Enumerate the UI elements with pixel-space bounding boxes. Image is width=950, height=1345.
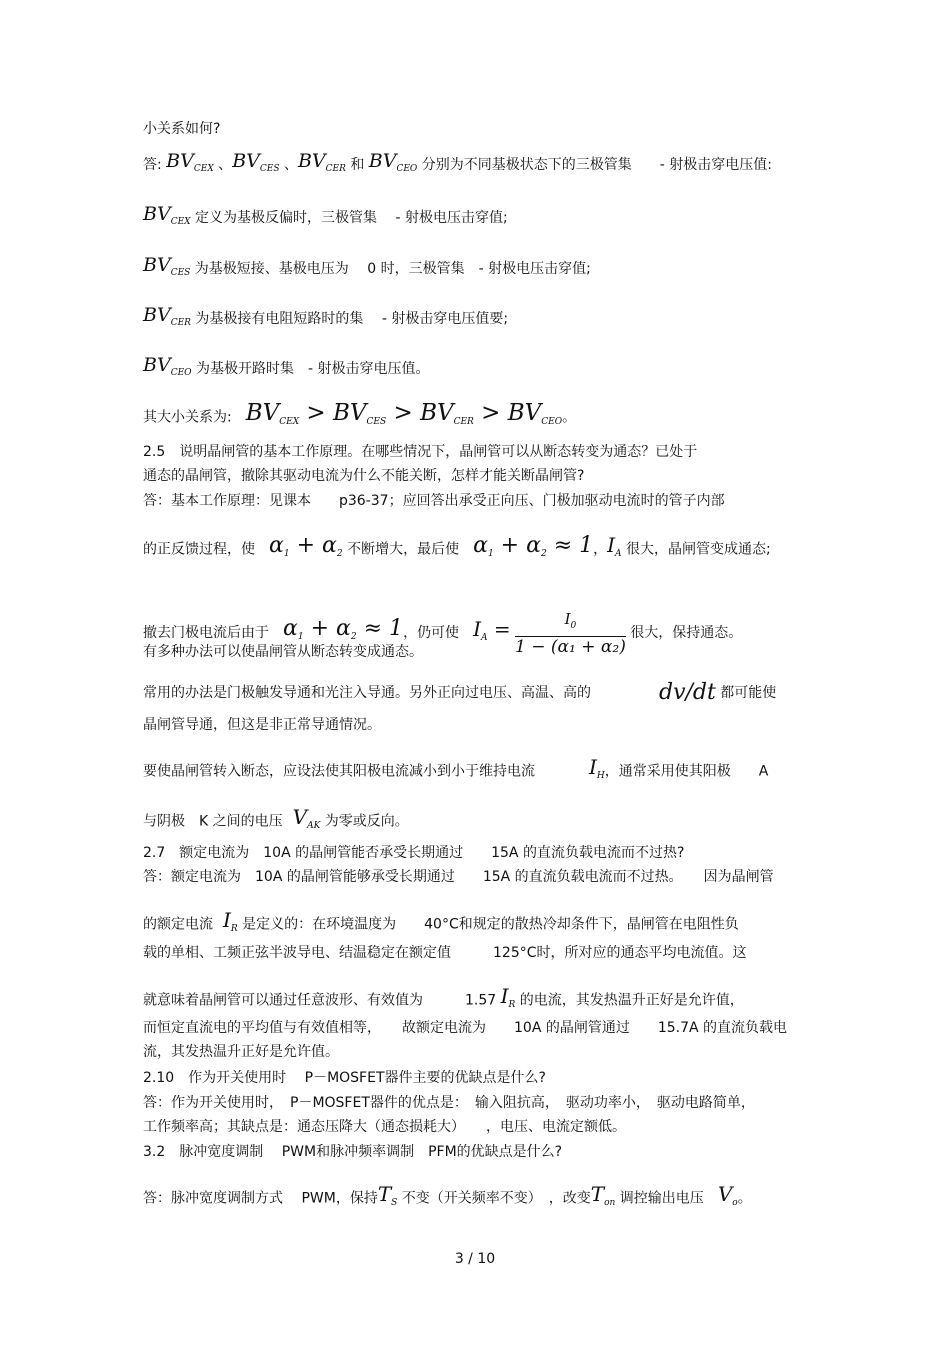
formula-bv-cex: $BV_{CEX}$ — [166, 150, 214, 174]
text: 为基极短接、基极电压为 0 时，三极管集 - 射极电压击穿值; — [190, 261, 591, 277]
text-line: 流，其发热温升正好是允许值。 — [143, 1044, 339, 1060]
answer-bv-intro — [143, 152, 772, 178]
text: 为基极开路时集 - 射极击穿电压值。 — [191, 361, 430, 377]
formula-alpha-sum-approx-one: $\alpha_1 + \alpha_2 \approx 1$ — [473, 532, 594, 559]
formula-alpha-sum-approx-one: $\alpha_1 + \alpha_2 \approx 1$ — [283, 616, 404, 642]
text: 、 — [279, 157, 298, 173]
definition-bv-cex — [143, 205, 508, 231]
formula-dvdt: dv/dt — [659, 680, 716, 705]
answer-2-7: 答：额定电流为 10A 的晶闸管能够承受长期通过 15A 的直流负载电流而不过热。 因为晶闸管 — [143, 869, 774, 885]
formula-ir: $I_R$ — [223, 908, 238, 934]
text: 小关系如何? — [143, 121, 221, 137]
formula-bv-ces: $BV_{CES}$ — [232, 150, 280, 174]
text: 的电流，其发热温升正好是允许值， — [515, 992, 744, 1009]
formula-ia-fraction: $\frac{I_0}{\text{1 − (α₁ + α₂)}}$ — [515, 610, 626, 657]
formula-bv-cer: $BV_{CER}$ — [297, 150, 346, 174]
text: 要使晶闸管转入断态，应设法使其阳极电流减小到小于维持电流 — [143, 763, 535, 780]
turn-off-method — [143, 755, 769, 785]
formula-bv-ceo: $BV_{CEO}$ — [368, 150, 418, 174]
bv-ordering — [143, 400, 577, 431]
formula-vak: $V_{AK}$ — [292, 805, 321, 831]
text-line — [143, 120, 220, 138]
text: 答：脉冲宽度调制方式 PWM，保持 — [143, 1190, 378, 1207]
formula-ia-lhs: $I_A$ = — [473, 616, 511, 643]
page-number: 3 / 10 — [454, 1251, 496, 1267]
question-2-5: 2.5 说明晶闸管的基本工作原理。在哪些情况下，晶闸管可以从断态转变为通态？已处于 — [143, 444, 698, 460]
text: 答: — [143, 157, 167, 173]
text: ，通常采用使其阳极 A — [604, 763, 769, 780]
anode-cathode-voltage — [143, 805, 409, 835]
text: 的额定电流 — [143, 916, 213, 933]
question-2-10: 2.10 作为开关使用时 P－MOSFET器件主要的优缺点是什么? — [143, 1070, 546, 1086]
text: 很大，晶闸管变成通态; — [621, 541, 771, 558]
text: 。 — [562, 409, 577, 426]
text-line: 工作频率高；其缺点是：通态压降大（通态损耗大） ，电压、电流定额低。 — [143, 1119, 626, 1135]
text: 常用的办法是门极触发导通和光注入导通。另外正向过电压、高温、高的 — [143, 685, 591, 701]
text: 调控输出电压 — [615, 1190, 718, 1207]
text: 不断增大，最后使 — [342, 541, 474, 558]
definition-bv-cer — [143, 306, 508, 332]
text-line: 晶闸管导通，但这是非正常导通情况。 — [143, 717, 381, 733]
rated-current-definition — [143, 908, 739, 938]
formula-bv-inequality: $BV_{CEX} > BV_{CES} > BV_{CER} > BV_{CEO}$ — [245, 400, 563, 427]
feedback-process — [143, 532, 771, 563]
text: 的正反馈过程，使 — [143, 541, 269, 558]
formula-ton: $T_{on}$ — [590, 1182, 616, 1208]
definition-bv-ceo — [143, 356, 429, 382]
formula-ts: $T_S$ — [377, 1182, 398, 1208]
text: 就意味着晶闸管可以通过任意波形、有效值为 1.57 — [143, 992, 501, 1009]
formula-bv-ces: $BV_{CES}$ — [143, 254, 191, 278]
question-3-2: 3.2 脉冲宽度调制 PWM和脉冲频率调制 PFM的优缺点是什么? — [143, 1144, 563, 1160]
text: 为零或反向。 — [320, 813, 409, 830]
answer-2-5: 答：基本工作原理：见课本 p36-37；应回答出承受正向压、门极加驱动电流时的管子内部 — [143, 493, 725, 509]
text: 分别为不同基极状态下的三极管集 - 射极击穿电压值: — [417, 157, 772, 173]
text: 和 — [345, 157, 369, 173]
formula-ih: $I_H$ — [589, 755, 605, 781]
text: 是定义的：在环境温度为 40°C和规定的散热冷却条件下，晶闸管在电阻性负 — [237, 916, 739, 933]
text: 、 — [213, 157, 233, 173]
answer-2-10: 答：作为开关使用时， P－MOSFET器件的优点是： 输入阻抗高， 驱动功率小， 驱动电路简单， — [143, 1095, 755, 1111]
trigger-methods — [143, 680, 777, 705]
text: 不变（开关频率不变） ，改变 — [397, 1190, 591, 1207]
text: 都可能使 — [715, 685, 777, 701]
definition-bv-ces — [143, 256, 591, 282]
text: 为基极接有电阻短路时的集 - 射极击穿电压值要; — [190, 311, 509, 327]
text: 很大，保持通态。 — [625, 625, 743, 641]
text: ，仍可使 — [403, 625, 474, 641]
text: 定义为基极反偏时，三极管集 - 射极电压击穿值; — [190, 210, 508, 226]
text: ， — [593, 541, 608, 558]
formula-ia: $I_A$ — [607, 533, 622, 559]
formula-alpha-sum: $\alpha_1 + \alpha_2$ — [269, 532, 343, 559]
formula-bv-ceo: $BV_{CEO}$ — [143, 354, 192, 378]
question-2-5-cont: 通态的晶闸管，撤除其驱动电流为什么不能关断，怎样才能关断晶闸管? — [143, 468, 585, 484]
formula-bv-cex: $BV_{CEX}$ — [143, 203, 191, 227]
text: 其大小关系为: — [143, 409, 246, 426]
answer-3-2 — [143, 1182, 752, 1212]
effective-value — [143, 984, 744, 1014]
question-2-7: 2.7 额定电流为 10A 的晶闸管能否承受长期通过 15A 的直流负载电流而不过热? — [143, 845, 685, 861]
text: 。 — [737, 1190, 752, 1207]
text-line: 而恒定直流电的平均值与有效值相等， 故额定电流为 10A 的晶闸管通过 15.7A 的直流负载电 — [143, 1020, 788, 1036]
text: 撤去门极电流后由于 — [143, 625, 283, 641]
text: 与阴极 K 之间的电压 — [143, 813, 283, 830]
formula-bv-cer: $BV_{CER}$ — [143, 304, 191, 328]
formula-ir: $I_R$ — [500, 984, 516, 1010]
text-line: 有多种办法可以使晶闸管从断态转变成通态。 — [143, 644, 423, 660]
text-line: 载的单相、工频正弦半波导电、结温稳定在额定值 125°C时，所对应的通态平均电流值。这 — [143, 945, 747, 961]
formula-vo: $V_o$ — [717, 1182, 738, 1208]
